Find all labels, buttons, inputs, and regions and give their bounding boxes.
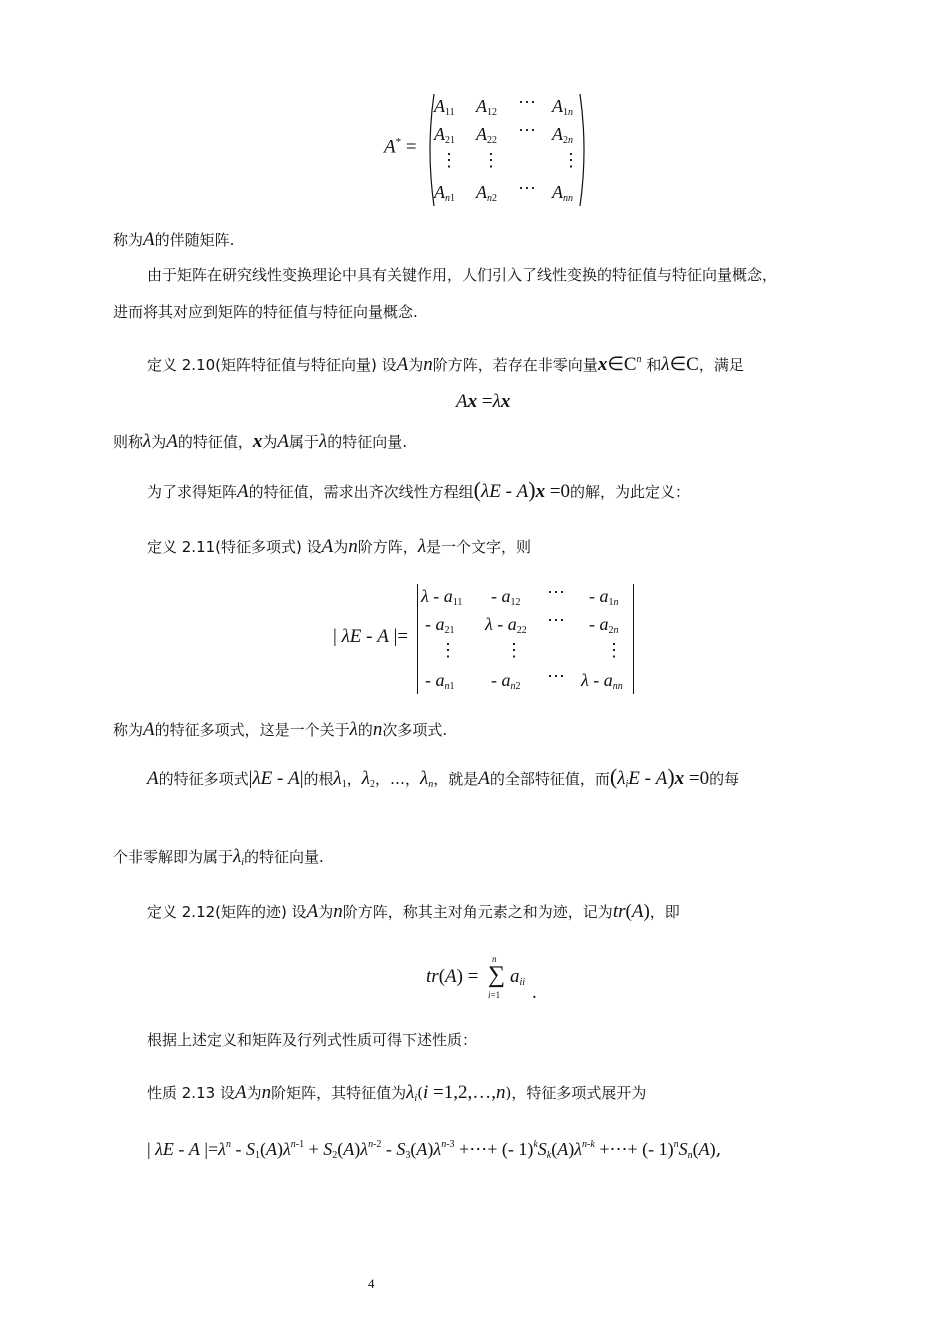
det-cell-11: λ - $a_{11}$ bbox=[421, 586, 463, 608]
adj-dots-2: ⋯ bbox=[518, 120, 536, 140]
sum-lower-limit: i=1 bbox=[488, 990, 501, 1000]
det-cell-12: - $a_{12}$ bbox=[491, 586, 521, 608]
adj-a22: $A_{22}$ bbox=[476, 124, 497, 146]
adjugate-equation bbox=[380, 92, 600, 210]
det-cell-n2: - $a_{n2}$ bbox=[491, 670, 521, 692]
definition-2-12: 定义 2.12(矩阵的迹) 设A为n阶方阵，称其主对角元素之和为迹，记为tr(A)，即 bbox=[147, 901, 680, 922]
determinant-lhs: | λE - A |= bbox=[333, 626, 409, 647]
paragraph-homogeneous-system: 为了求得矩阵A的特征值，需求出齐次线性方程组(λE - A)x =0的解，为此定义： bbox=[147, 477, 691, 502]
adj-vdots-3: ⋮ bbox=[562, 150, 580, 170]
characteristic-expansion: | λE - A $|=\lambda^n - S_1(A)\lambda^{n-1} + S_2(A)\lambda^{n-2} - S_3(A)\lambda^{n-3}$ +⋯+ (- $1)^kS_k(A)\lambda^{n-k}$ +⋯+ (- $1)^nS_n(A)$, bbox=[147, 1139, 722, 1161]
adj-ann: $A_{nn}$ bbox=[552, 182, 573, 204]
adj-a2n: $A_{2n}$ bbox=[552, 124, 573, 146]
det-vdots-2: ⋮ bbox=[505, 640, 523, 660]
adj-a1n: $A_{1n}$ bbox=[552, 96, 573, 118]
property-2-13: 性质 2.13 设A为n阶矩阵，其特征值为$\lambda_i(i$ =1,2,…,n)，特征多项式展开为 bbox=[147, 1082, 647, 1104]
definition-2-11: 定义 2.11(特征多项式) 设A为n阶方阵，λ是一个文字，则 bbox=[147, 536, 532, 557]
det-cell-22: λ - $a_{22}$ bbox=[485, 614, 527, 636]
det-vdots-1: ⋮ bbox=[439, 640, 457, 660]
trace-summand: $a_{ii}$ bbox=[510, 966, 526, 988]
paragraph-intro-line1: 由于矩阵在研究线性变换理论中具有关键作用，人们引入了线性变换的特征值与特征向量概念， bbox=[147, 266, 778, 284]
equation-ax-lambda-x: Ax =λx bbox=[456, 391, 511, 412]
sum-upper-limit: n bbox=[492, 954, 497, 964]
adj-a12: $A_{12}$ bbox=[476, 96, 497, 118]
definition-2-10: 定义 2.10(矩阵特征值与特征向量) 设A为n阶方阵，若存在非零向量$x\in C^n$ 和λ∈C，满足 bbox=[147, 354, 744, 375]
characteristic-determinant bbox=[333, 582, 643, 696]
adj-an1: $A_{n1}$ bbox=[434, 182, 455, 204]
trace-period: . bbox=[532, 982, 537, 1003]
adjugate-lhs: A* = bbox=[384, 136, 417, 158]
definition-2-12-title: 定义 2.12(矩阵的迹) bbox=[147, 903, 287, 921]
det-cell-nn: λ - $a_{nn}$ bbox=[581, 670, 623, 692]
definition-2-10-conclusion: 则称λ为A的特征值，x为A属于λ的特征向量. bbox=[113, 431, 408, 452]
det-cell-n1: - $a_{n1}$ bbox=[425, 670, 455, 692]
page-number: 4 bbox=[368, 1276, 375, 1291]
adj-an2: $A_{n2}$ bbox=[476, 182, 497, 204]
det-cell-1n: - $a_{1n}$ bbox=[589, 586, 619, 608]
det-vdots-3: ⋮ bbox=[605, 640, 623, 660]
property-2-13-title: 性质 2.13 bbox=[147, 1084, 216, 1102]
adj-vdots-1: ⋮ bbox=[440, 150, 458, 170]
det-cell-2n: - $a_{2n}$ bbox=[589, 614, 619, 636]
adj-a11: $A_{11}$ bbox=[434, 96, 455, 118]
paragraph-intro-line2: 进而将其对应到矩阵的特征值与特征向量概念. bbox=[113, 303, 418, 321]
paragraph-eigen-roots: A的特征多项式|λE - A|的根$\lambda_1$，$\lambda_2$，…，$\lambda_n$，就是A的全部特征值，而$(\lambda_iE - A)x =0$的每 bbox=[147, 764, 740, 790]
determinant-right-bar bbox=[633, 584, 634, 694]
adj-vdots-2: ⋮ bbox=[482, 150, 500, 170]
paragraph-properties-intro: 根据上述定义和矩阵及行列式性质可得下述性质： bbox=[147, 1031, 478, 1049]
definition-2-11-conclusion: 称为A的特征多项式，这是一个关于λ的n次多项式. bbox=[113, 719, 448, 740]
adj-dots-1: ⋯ bbox=[518, 92, 536, 112]
definition-2-10-title: 定义 2.10(矩阵特征值与特征向量) bbox=[147, 356, 377, 374]
paragraph-eigen-roots-cont: 个非零解即为属于$\lambda_i$的特征向量. bbox=[113, 846, 324, 868]
adj-a21: $A_{21}$ bbox=[434, 124, 455, 146]
adj-dots-3: ⋯ bbox=[518, 178, 536, 198]
definition-2-11-title: 定义 2.11(特征多项式) bbox=[147, 538, 302, 556]
trace-lhs: tr(A) = bbox=[426, 966, 479, 987]
det-dots-1: ⋯ bbox=[547, 582, 565, 602]
paragraph-adjugate-name: 称为A的伴随矩阵. bbox=[113, 229, 235, 250]
det-dots-2: ⋯ bbox=[547, 610, 565, 630]
sum-icon: ∑ bbox=[488, 962, 506, 988]
trace-formula bbox=[426, 954, 556, 1004]
det-cell-21: - $a_{21}$ bbox=[425, 614, 455, 636]
determinant-left-bar bbox=[417, 584, 418, 694]
det-dots-3: ⋯ bbox=[547, 666, 565, 686]
